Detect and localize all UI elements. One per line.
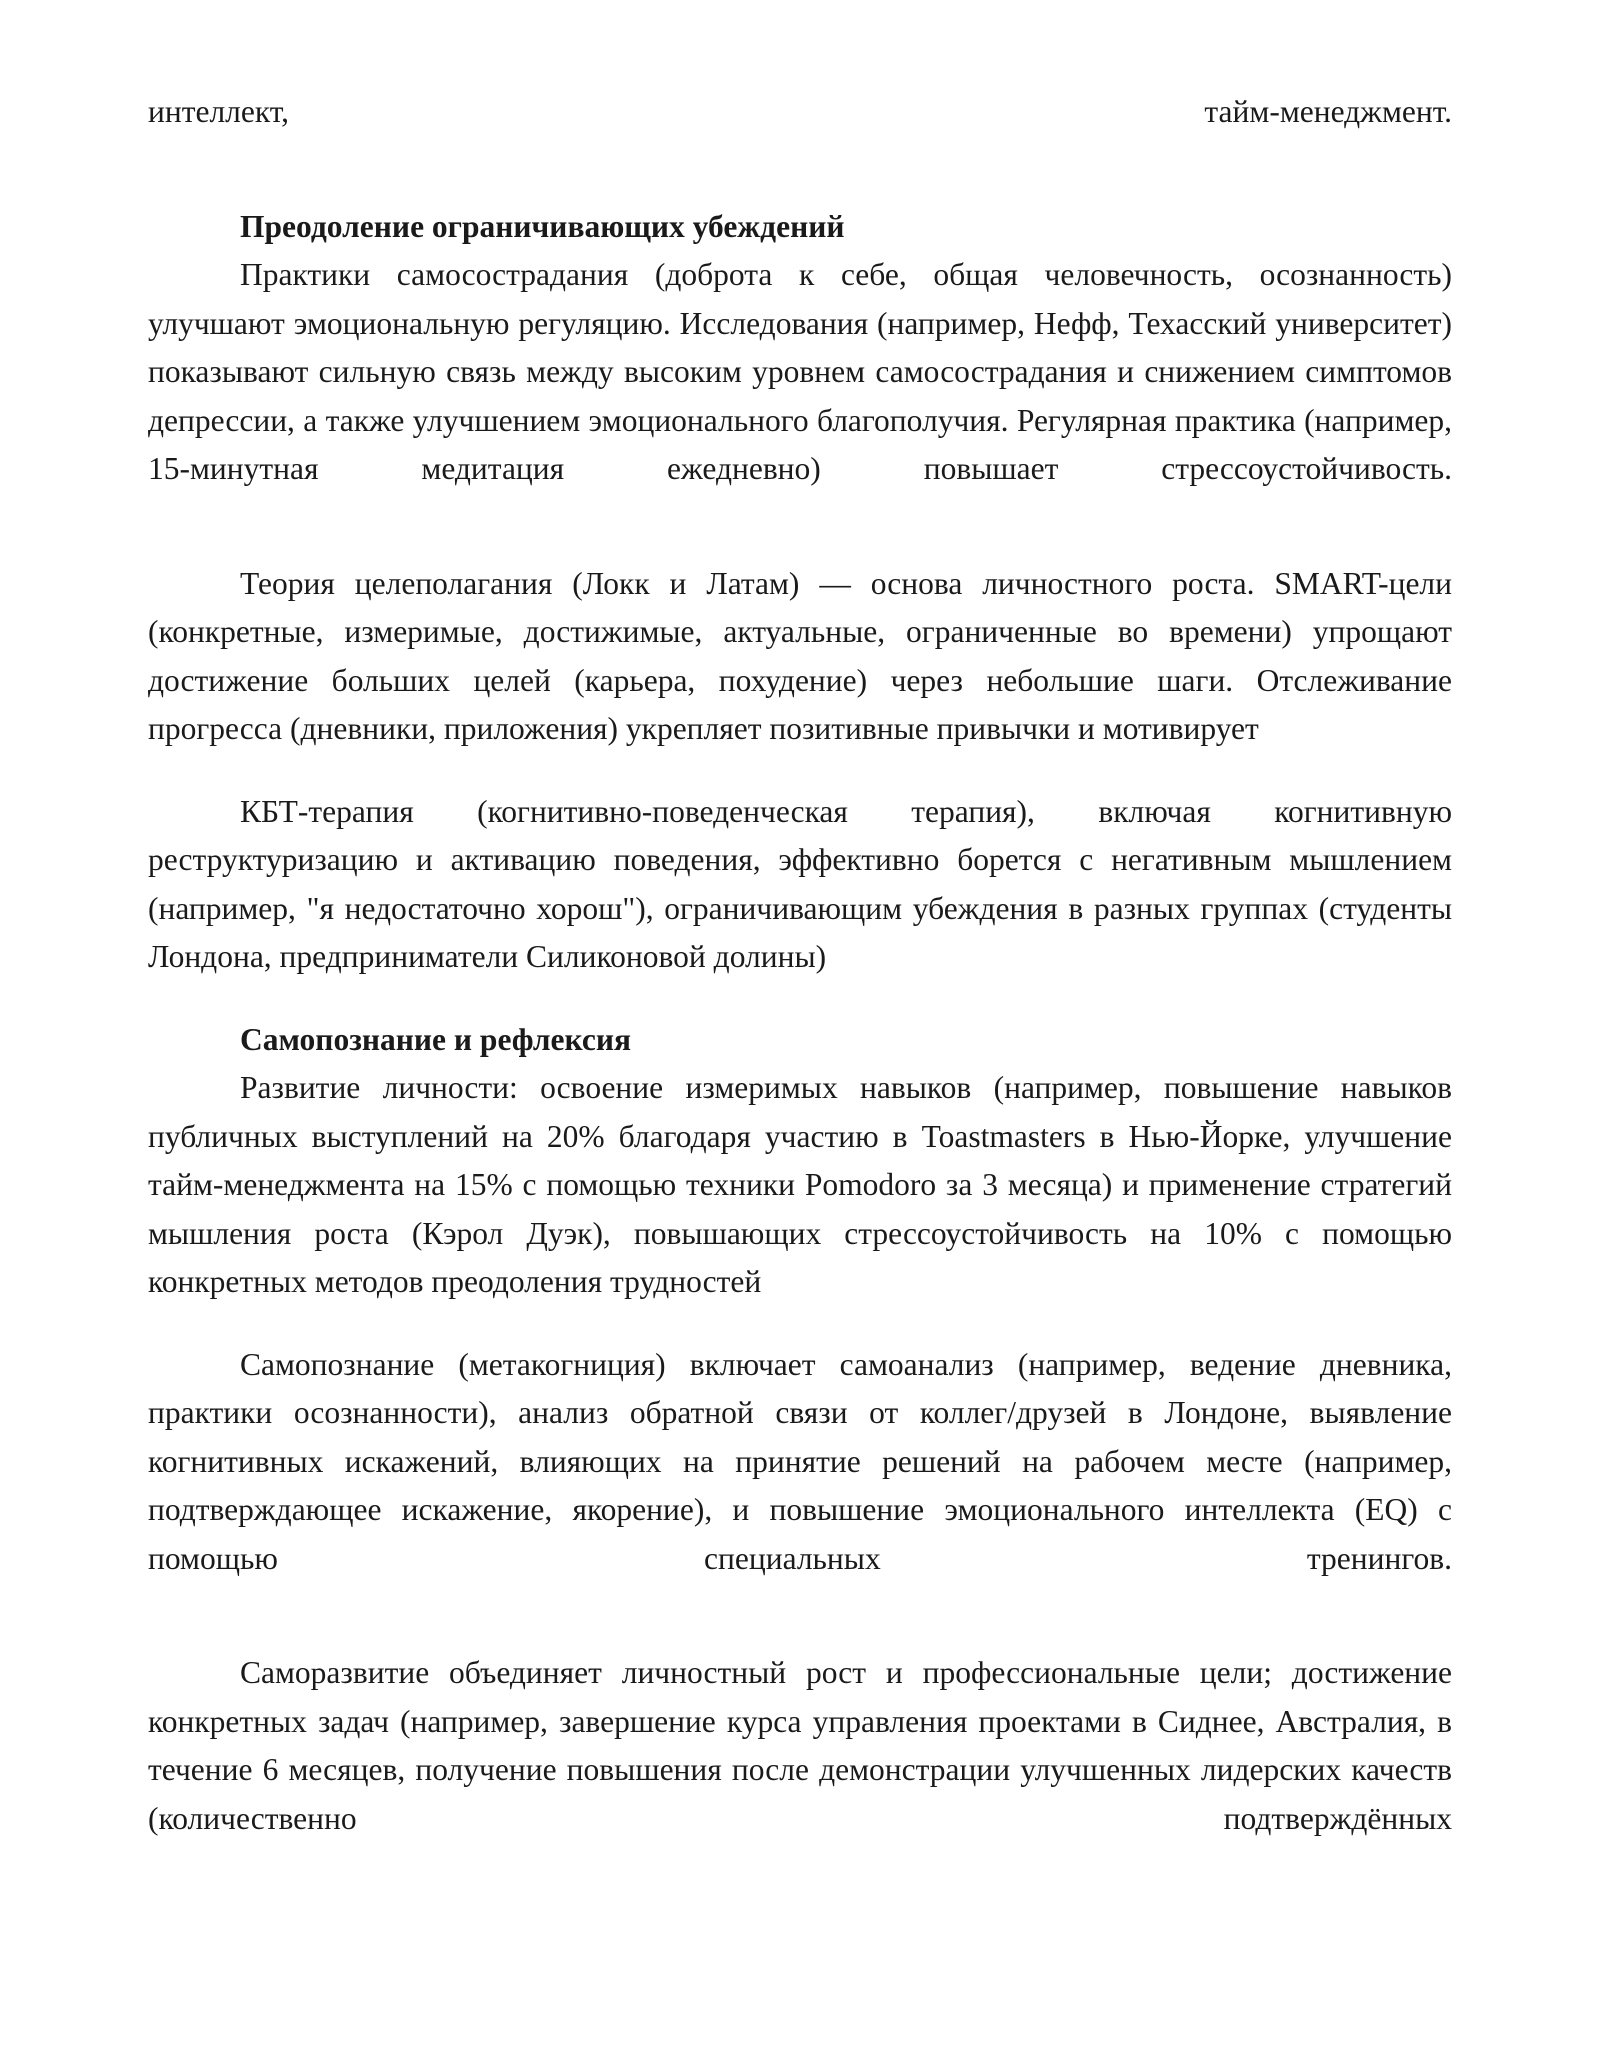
continuation-left: интеллект, [148,94,290,129]
paragraph-goal-setting: Теория целеполагания (Локк и Латам) — основа личностного роста. SMART-цели (конкретные, измеримые, достижимые, актуальные, ограниченные во времени) упрощают достижение больших целей (карьера, похудение) через небольшие шаги. Отслеживание прогресса (дневники, приложения) укрепляет позитивные привычки и мотивирует [148,565,1452,746]
paragraph-self-compassion: Практики самосострадания (доброта к себе, общая человечность, осознанность) улучшают эмоциональную регуляцию. Исследования (например, Нефф, Техасский университет) показывают сильную связь между высоким уровнем самосострадания и снижением симптомов депрессии, а также улучшением эмоционального благополучия. Регулярная практика (например, 15-минутная медитация ежедневно) повышает стрессоустойчивость. [148,257,1452,486]
paragraph-cbt: КБТ-терапия (когнитивно-поведенческая терапия), включая когнитивную реструктуризацию и активацию поведения, эффективно борется с негативным мышлением (например, "я недостаточно хорош"), ограничивающим убеждения в разных группах (студенты Лондона, предприниматели Силиконовой долины) [148,793,1452,974]
continuation-line [148,88,1452,137]
heading-self-knowledge: Самопознание и рефлексия [240,1021,632,1057]
paragraph-metacognition: Самопознание (метакогниция) включает самоанализ (например, ведение дневника, практики осознанности), анализ обратной связи от коллег/друзей в Лондоне, выявление когнитивных искажений, влияющих на принятие решений на рабочем месте (например, подтверждающее искажение, якорение), и повышение эмоционального интеллекта (EQ) с помощью специальных тренингов. [148,1346,1452,1576]
paragraph-self-development: Саморазвитие объединяет личностный рост и профессиональные цели; достижение конкретных задач (например, завершение курса управления проектами в Сиднее, Австралия, в течение 6 месяцев, получение повышения после демонстрации улучшенных лидерских качеств (количественно подтверждённых [148,1655,1452,1836]
heading-limiting-beliefs: Преодоление ограничивающих убеждений [240,208,845,244]
continuation-right: тайм-менеджмент. [1204,94,1452,129]
document-page [148,88,1452,1843]
paragraph-personal-development: Развитие личности: освоение измеримых навыков (например, повышение навыков публичных выступлений на 20% благодаря участию в Toastmasters в Нью-Йорке, улучшение тайм-менеджмента на 15% с помощью техники Pomodoro за 3 месяца) и применение стратегий мышления роста (Кэрол Дуэк), повышающих стрессоустойчивость на 10% с помощью конкретных методов преодоления трудностей [148,1070,1452,1299]
